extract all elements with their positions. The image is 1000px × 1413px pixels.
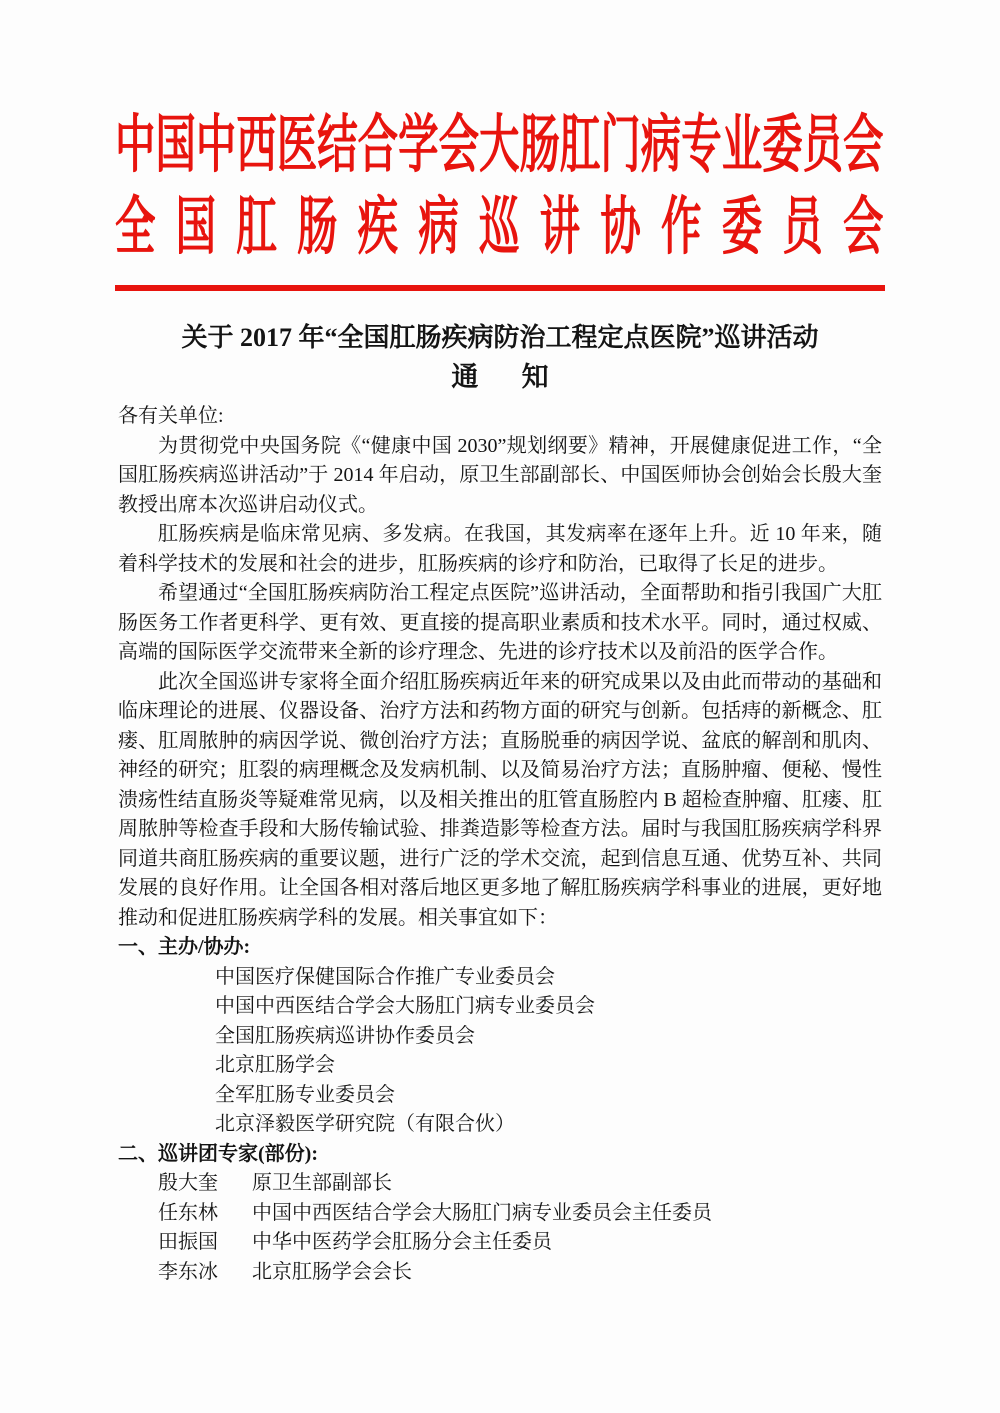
host-item: 全国肛肠疾病巡讲协作委员会: [215, 1024, 475, 1047]
host-list: [118, 963, 882, 1140]
expert-row: [158, 1169, 882, 1199]
notice-type: 通知: [451, 362, 592, 392]
body-paragraph: 此次全国巡讲专家将全面介绍肛肠疾病近年来的研究成果以及由此而带动的基础和临床理论的进展、仪器设备、治疗方法和药物方面的研究与创新。包括痔的新概念、肛瘘、肛周脓肿的病因学说、微创治疗方法；直肠脱垂的病因学说、盆底的解剖和肌肉、神经的研究；肛裂的病理概念及发病机制、以及简易治疗方法；直肠肿瘤、便秘、慢性溃疡性结直肠炎等疑难常见病，以及相关推出的肛管直肠腔内 B 超检查肿瘤、肛瘘、肛周脓肿等检查手段和大肠传输试验、排粪造影等检查方法。届时与我国肛肠疾病学科界同道共商肛肠疾病的重要议题，进行广泛的学术交流，起到信息互通、优势互补、共同发展的良好作用。让全国各相对落后地区更多地了解肛肠疾病学科事业的进展，更好地推动和促进肛肠疾病学科的发展。相关事宜如下：: [118, 670, 882, 929]
body-paragraph: 希望通过“全国肛肠疾病防治工程定点医院”巡讲活动，全面帮助和指引我国广大肛肠医务工作者更科学、更有效、更直接的提高职业素质和技术水平。同时，通过权威、高端的国际医学交流带来全新的诊疗理念、先进的诊疗技术以及前沿的医学合作。: [118, 582, 882, 663]
section-heading-experts: 二、巡讲团专家(部份):: [118, 1142, 318, 1165]
body-paragraph: 肛肠疾病是临床常见病、多发病。在我国，其发病率在逐年上升。近 10 年来，随着科学技术的发展和社会的进步，肛肠疾病的诊疗和防治，已取得了长足的进步。: [118, 523, 882, 575]
host-item: 全军肛肠专业委员会: [215, 1083, 395, 1106]
expert-name: 殷大奎: [158, 1172, 218, 1194]
expert-list: [118, 1169, 882, 1287]
letterhead: [115, 0, 904, 268]
section-heading-hosts: 一、主办/协办:: [118, 936, 251, 958]
expert-row: [158, 1228, 882, 1258]
expert-name: 李东冰: [158, 1260, 218, 1283]
expert-title: 中华中医药学会肛肠分会主任委员: [252, 1231, 552, 1253]
notice-title: 关于 2017 年“全国肛肠疾病防治工程定点医院”巡讲活动: [181, 323, 819, 352]
expert-title: 中国中西医结合学会大肠肛门病专业委员会主任委员: [252, 1201, 712, 1224]
host-item: 中国医疗保健国际合作推广专业委员会: [215, 965, 555, 988]
expert-name: 田振国: [158, 1231, 218, 1253]
letterhead-line-2: 全国肛肠疾病巡讲协作委员会: [115, 192, 904, 262]
salutation: 各有关单位:: [118, 405, 224, 427]
expert-title: 原卫生部副部长: [252, 1172, 392, 1194]
expert-row: [158, 1258, 882, 1288]
expert-row: [158, 1199, 882, 1229]
host-item: 北京泽毅医学研究院（有限合伙）: [215, 1113, 515, 1135]
notice-body: [118, 402, 882, 1287]
host-item: 北京肛肠学会: [215, 1054, 335, 1076]
expert-title: 北京肛肠学会会长: [252, 1260, 412, 1283]
letterhead-line-1: 中国中西医结合学会大肠肛门病专业委员会: [115, 110, 884, 180]
expert-name: 任东林: [158, 1201, 218, 1224]
body-paragraph: 为贯彻党中央国务院《“健康中国 2030”规划纲要》精神，开展健康促进工作，“全国肛肠疾病巡讲活动”于 2014 年启动，原卫生部副部长、中国医师协会创始会长殷大奎教授出席本次巡讲启动仪式。: [118, 434, 882, 516]
host-item: 中国中西医结合学会大肠肛门病专业委员会: [215, 995, 595, 1017]
letterhead-divider: [115, 285, 885, 291]
